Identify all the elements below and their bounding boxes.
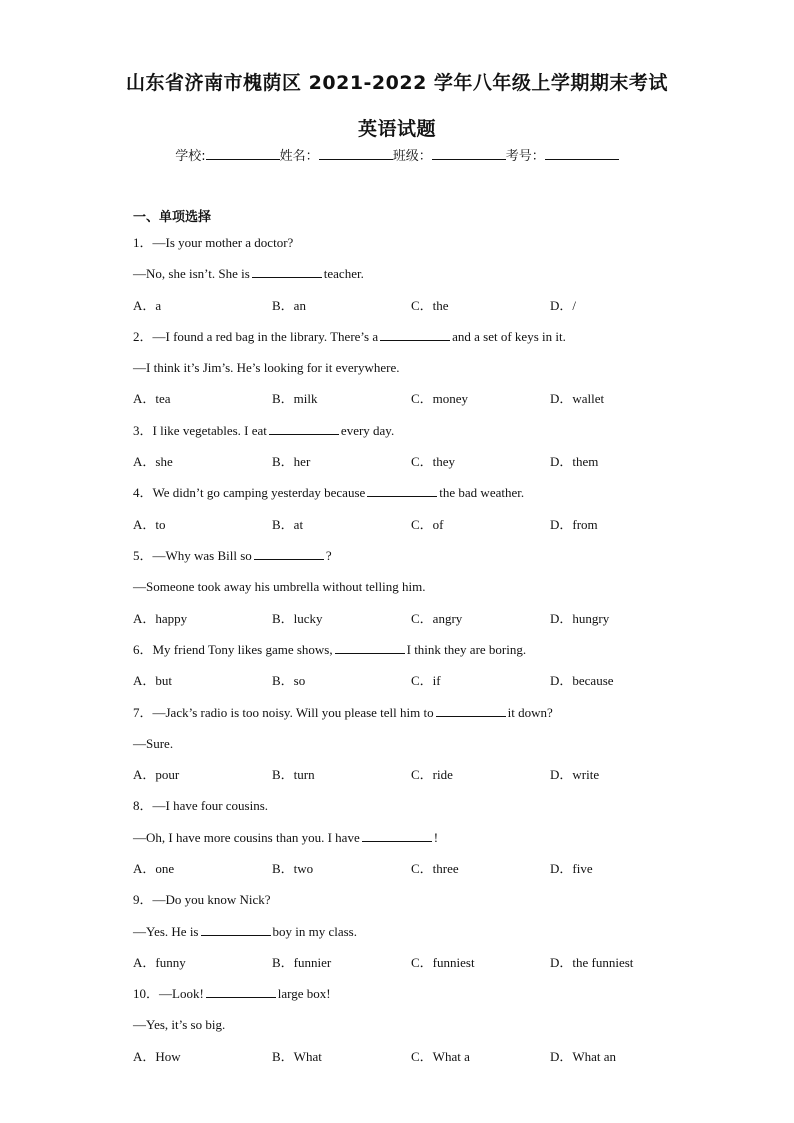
question-text: 10．—Look! (133, 986, 204, 1002)
answer-blank[interactable] (367, 485, 437, 497)
options-row (133, 296, 733, 327)
answer-blank[interactable] (436, 705, 506, 717)
option-d[interactable]: D．wallet (550, 391, 605, 407)
option-c[interactable]: C．money (411, 391, 469, 407)
option-b[interactable]: B．What (272, 1048, 322, 1064)
question-5 (133, 546, 733, 640)
question-line (133, 327, 733, 358)
option-d[interactable]: D．five (550, 860, 593, 876)
option-c[interactable]: C．they (411, 454, 456, 470)
question-line (133, 703, 733, 734)
option-d[interactable]: D．them (550, 454, 599, 470)
option-a[interactable]: A．to (133, 516, 166, 532)
answer-blank[interactable] (335, 642, 405, 654)
option-b[interactable]: B．at (272, 516, 304, 532)
option-c[interactable]: C．three (411, 860, 459, 876)
question-line (133, 358, 733, 389)
option-b[interactable]: B．her (272, 454, 311, 470)
option-a[interactable]: A．pour (133, 767, 180, 783)
question-line (133, 828, 733, 859)
question-text: 1．—Is your mother a doctor? (133, 235, 294, 250)
options-row (133, 609, 733, 640)
question-text: —Yes. He is (133, 923, 199, 939)
question-text-after-blank: I think they are boring. (406, 641, 527, 657)
question-text: 6．My friend Tony likes game shows, (133, 641, 333, 657)
school-blank[interactable] (206, 147, 280, 160)
options-row (133, 859, 733, 890)
option-b[interactable]: B．turn (272, 767, 315, 783)
question-text: —I think it’s Jim’s. He’s looking for it everywhere. (133, 360, 400, 376)
option-a[interactable]: A．a (133, 297, 162, 313)
question-text: 2．—I found a red bag in the library. There’s a (133, 328, 379, 344)
question-line (133, 421, 733, 452)
name-blank[interactable] (319, 147, 393, 160)
class-blank[interactable] (432, 147, 506, 160)
question-line (133, 640, 733, 671)
option-b[interactable]: B．milk (272, 391, 318, 407)
option-d[interactable]: D．/ (550, 297, 577, 313)
question-text: —Yes, it’s so big. (133, 1017, 226, 1033)
option-a[interactable]: A．she (133, 454, 173, 470)
options-row (133, 765, 733, 796)
question-line (133, 233, 733, 264)
question-text: —No, she isn’t. She is (133, 266, 250, 282)
question-text-after-blank: large box! (277, 986, 331, 1002)
question-text-after-blank: ? (325, 548, 332, 563)
class-label: 班级： (392, 149, 432, 164)
question-text-after-blank: boy in my class. (272, 923, 357, 939)
question-text-after-blank: every day. (340, 422, 395, 438)
options-row (133, 389, 733, 420)
option-b[interactable]: B．lucky (272, 610, 323, 626)
options-row (133, 515, 733, 546)
number-label: 考号： (505, 149, 545, 164)
section-title: 一、单项选择 (133, 210, 212, 225)
question-line (133, 577, 733, 608)
name-label: 姓名： (279, 149, 319, 164)
question-text: —Someone took away his umbrella without telling him. (133, 579, 426, 595)
question-3 (133, 421, 733, 484)
answer-blank[interactable] (206, 986, 276, 998)
question-line (133, 734, 733, 765)
option-a[interactable]: A．happy (133, 610, 188, 626)
question-text-after-blank: ! (433, 829, 439, 845)
option-d[interactable]: D．because (550, 673, 614, 689)
option-b[interactable]: B．funnier (272, 954, 332, 970)
option-b[interactable]: B．two (272, 860, 314, 876)
answer-blank[interactable] (269, 423, 339, 435)
option-d[interactable]: D．from (550, 516, 598, 532)
option-a[interactable]: A．funny (133, 954, 186, 970)
exam-title: 山东省济南市槐荫区 2021-2022 学年八年级上学期期末考试 (126, 72, 668, 94)
option-c[interactable]: C．ride (411, 767, 453, 783)
question-text: 5．—Why was Bill so (133, 548, 252, 563)
question-line (133, 483, 733, 514)
option-d[interactable]: D．the funniest (550, 954, 634, 970)
option-d[interactable]: D．write (550, 767, 600, 783)
question-line (133, 890, 733, 921)
options-row (133, 953, 733, 984)
question-text: 7．—Jack’s radio is too noisy. Will you please tell him to (133, 704, 434, 720)
answer-blank[interactable] (380, 329, 450, 341)
option-d[interactable]: D．hungry (550, 610, 610, 626)
question-6 (133, 640, 733, 703)
answer-blank[interactable] (362, 830, 432, 842)
question-text: 9．—Do you know Nick? (133, 892, 271, 908)
number-blank[interactable] (545, 147, 619, 160)
option-a[interactable]: A．but (133, 673, 173, 689)
question-text-after-blank: it down? (507, 704, 553, 720)
option-c[interactable]: C．if (411, 673, 441, 689)
question-line (133, 546, 733, 577)
option-a[interactable]: A．one (133, 860, 175, 876)
option-b[interactable]: B．an (272, 297, 306, 313)
answer-blank[interactable] (252, 266, 322, 278)
option-c[interactable]: C．funniest (411, 954, 475, 970)
question-8 (133, 796, 733, 890)
student-info-row (0, 145, 794, 164)
question-line (133, 1015, 733, 1046)
option-c[interactable]: C．What a (411, 1048, 470, 1064)
options-row (133, 452, 733, 483)
option-c[interactable]: C．angry (411, 610, 463, 626)
question-9 (133, 890, 733, 984)
question-text: 8．—I have four cousins. (133, 798, 269, 814)
question-4 (133, 483, 733, 546)
answer-blank[interactable] (201, 924, 271, 936)
option-a[interactable]: A．tea (133, 391, 171, 407)
question-text-after-blank: the bad weather. (439, 485, 525, 501)
question-1 (133, 233, 733, 327)
option-c[interactable]: C．the (411, 297, 449, 313)
option-c[interactable]: C．of (411, 516, 444, 532)
question-text: 3．I like vegetables. I eat (133, 422, 267, 438)
answer-blank[interactable] (254, 548, 324, 560)
options-row (133, 671, 733, 702)
options-row (133, 1047, 733, 1078)
question-text: —Sure. (133, 735, 174, 751)
question-line (133, 984, 733, 1015)
option-b[interactable]: B．so (272, 673, 306, 689)
question-line (133, 264, 733, 295)
option-d[interactable]: D．What an (550, 1048, 617, 1064)
question-10 (133, 984, 733, 1078)
school-label: 学校: (175, 149, 206, 164)
question-line (133, 922, 733, 953)
question-text-after-blank: teacher. (323, 266, 364, 282)
question-text: 4．We didn’t go camping yesterday because (133, 485, 366, 501)
question-2 (133, 327, 733, 421)
option-a[interactable]: A．How (133, 1048, 181, 1064)
exam-subtitle: 英语试题 (357, 118, 436, 140)
question-text: —Oh, I have more cousins than you. I have (133, 829, 360, 845)
question-text-after-blank: and a set of keys in it. (452, 328, 566, 344)
question-line (133, 796, 733, 827)
question-7 (133, 703, 733, 797)
